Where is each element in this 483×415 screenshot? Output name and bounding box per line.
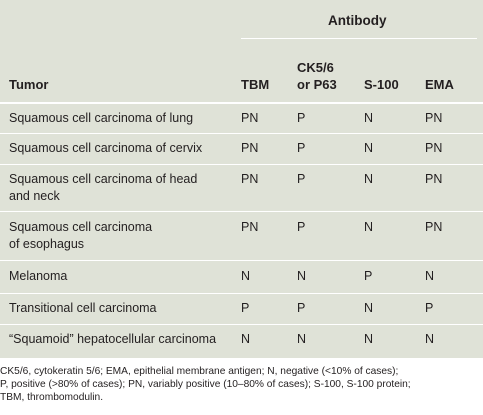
table-row — [0, 134, 483, 164]
ema-cell: PN — [425, 111, 443, 125]
table-footnote — [0, 365, 480, 404]
tumor-cell — [9, 219, 234, 253]
tbm-cell: PN — [241, 220, 259, 234]
tumor-cell — [9, 331, 234, 348]
footnote-line: P, positive (>80% of cases); PN, variably positive (10–80% of cases); S-100, S-100 protein; — [0, 379, 411, 390]
ck56-cell: N — [297, 269, 307, 283]
table-row — [0, 212, 483, 260]
antibody-header-rule — [241, 38, 477, 39]
column-header-ema: EMA — [425, 77, 454, 92]
column-header-s100: S-100 — [364, 77, 399, 92]
tumor-name: Squamous cell carcinoma of lung — [9, 111, 194, 125]
table-row — [0, 261, 483, 293]
ck56-cell: P — [297, 220, 306, 234]
column-header-ck56-line2: or P63 — [297, 77, 337, 92]
ck56-cell: N — [297, 332, 307, 346]
tumor-cell — [9, 140, 234, 157]
antibody-group-label: Antibody — [328, 13, 387, 28]
tumor-name: Squamous cell carcinoma — [9, 220, 153, 234]
ck56-cell: P — [297, 111, 306, 125]
tumor-cell — [9, 110, 234, 127]
tbm-cell: PN — [241, 172, 259, 186]
ema-cell: PN — [425, 141, 443, 155]
column-header-tbm: TBM — [241, 77, 270, 92]
ck56-cell: P — [297, 172, 306, 186]
tumor-name: Melanoma — [9, 269, 68, 283]
footnote-line: TBM, thrombomodulin. — [0, 392, 104, 403]
s100-cell: P — [364, 269, 373, 283]
tumor-cell — [9, 268, 234, 285]
tumor-name: Transitional cell carcinoma — [9, 301, 157, 315]
tbm-cell: PN — [241, 111, 259, 125]
s100-cell: N — [364, 141, 374, 155]
s100-cell: N — [364, 301, 374, 315]
tumor-name: “Squamoid” hepatocellular carcinoma — [9, 332, 217, 346]
ema-cell: PN — [425, 172, 443, 186]
tumor-name-continued: and neck — [9, 189, 60, 203]
tumor-name-continued: of esophagus — [9, 237, 85, 251]
column-header-ck56 — [297, 59, 337, 93]
ema-cell: N — [425, 332, 435, 346]
ck56-cell: P — [297, 141, 306, 155]
tumor-cell — [9, 300, 234, 317]
tumor-cell — [9, 171, 234, 205]
column-header-tumor: Tumor — [9, 77, 49, 92]
table-row — [0, 165, 483, 211]
s100-cell: N — [364, 172, 374, 186]
tbm-cell: PN — [241, 141, 259, 155]
tumor-name: Squamous cell carcinoma of head — [9, 172, 198, 186]
s100-cell: N — [364, 220, 374, 234]
tbm-cell: P — [241, 301, 250, 315]
table-row — [0, 104, 483, 133]
ema-cell: P — [425, 301, 434, 315]
table-row — [0, 325, 483, 358]
tumor-name: Squamous cell carcinoma of cervix — [9, 141, 203, 155]
antibody-group-header — [241, 0, 483, 38]
s100-cell: N — [364, 111, 374, 125]
table-row — [0, 294, 483, 324]
footnote-line: CK5/6, cytokeratin 5/6; EMA, epithelial membrane antigen; N, negative (<10% of cases); — [0, 366, 399, 377]
s100-cell: N — [364, 332, 374, 346]
ema-cell: N — [425, 269, 435, 283]
ck56-cell: P — [297, 301, 306, 315]
column-header-ck56-line1: CK5/6 — [297, 60, 334, 75]
ema-cell: PN — [425, 220, 443, 234]
tbm-cell: N — [241, 269, 251, 283]
tbm-cell: N — [241, 332, 251, 346]
